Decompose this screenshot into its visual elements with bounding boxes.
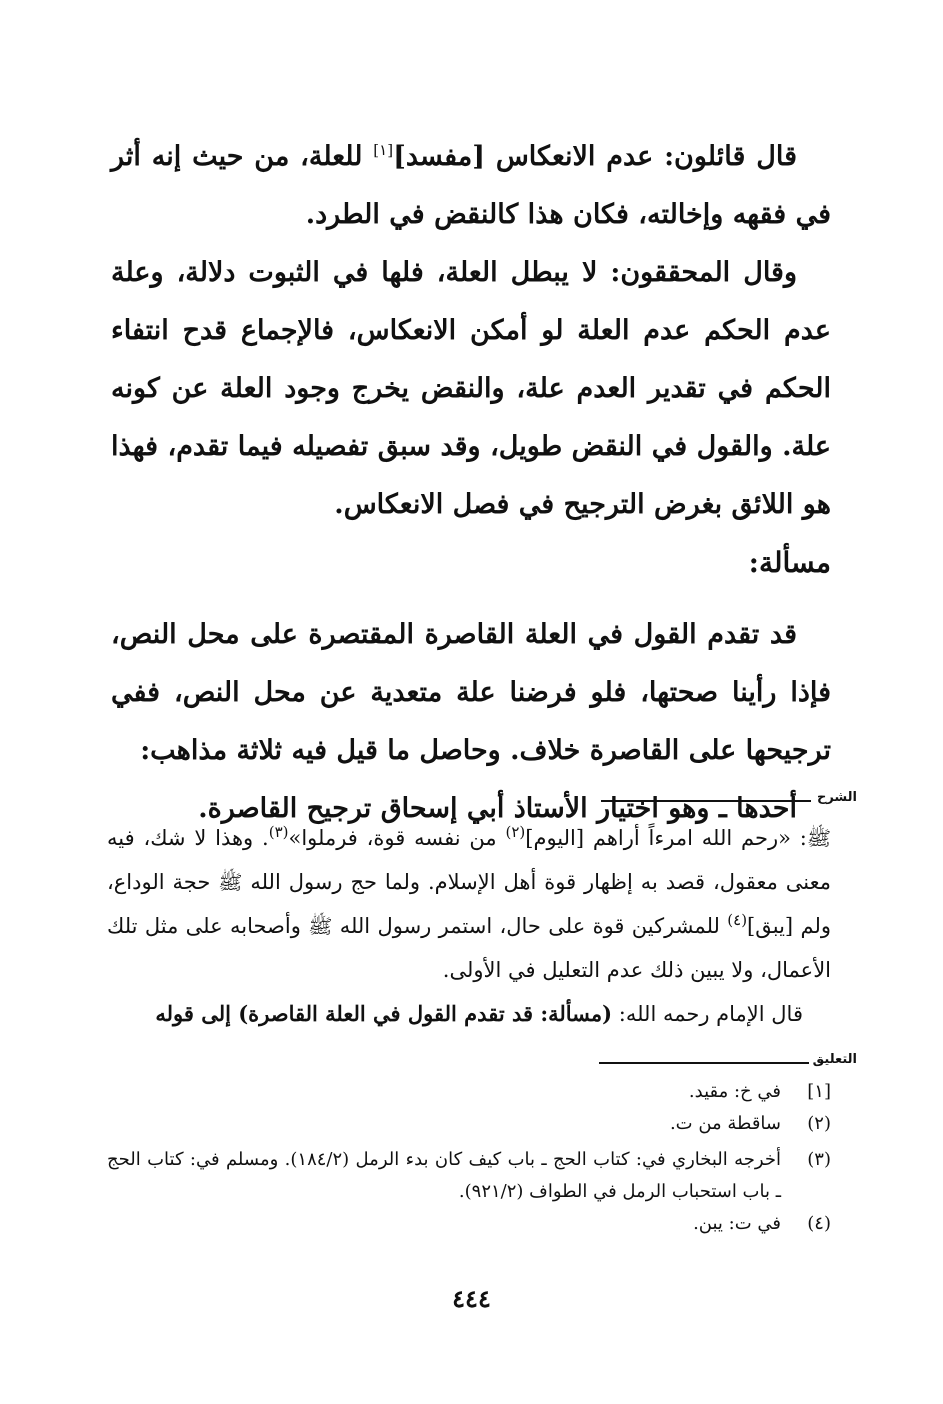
sharh-text-a: : «رحم الله امرءاً أراهم [اليوم] [525, 826, 807, 850]
footnote-ref-1: [١] [373, 141, 394, 159]
footnotes [107, 1076, 831, 1240]
sharh-rule [601, 800, 811, 802]
taliq-rule [599, 1062, 809, 1064]
sharh-text-c: . وهذا لا شك، فيه معنى معقول، قصد به إظهار قوة أهل الإسلام. ولما حج رسول الله [107, 826, 831, 894]
sharh-quote-end: إلى قوله [155, 1001, 239, 1026]
main-text [111, 128, 831, 838]
sharh-quote-intro: قال الإمام رحمه الله: [612, 1002, 803, 1026]
footnote-text: في خ: مقيد. [688, 1081, 781, 1102]
sharh-paragraph-2 [107, 992, 831, 1036]
footnote-text: في ت: يبن. [693, 1213, 781, 1234]
sharh-label: الشرح [816, 790, 857, 805]
footnote [107, 1076, 831, 1108]
paragraph-1-part-a: قال قائلون: عدم الانعكاس [مفسد] [393, 141, 797, 172]
sharh-text [107, 816, 831, 1036]
footnote [107, 1144, 831, 1208]
footnote-text: ساقطة من ت. [669, 1113, 781, 1134]
footnote-number: (٤) [807, 1213, 831, 1234]
footnote-number: (٢) [807, 1113, 831, 1134]
paragraph-1-part-b: للعلة، من حيث إنه أثر في فقهه وإخالته، فكان هذا كالنقض في الطرد. [111, 141, 831, 230]
page-number: ٤٤٤ [452, 1284, 491, 1313]
footnote [107, 1108, 831, 1140]
footnote [107, 1208, 831, 1240]
salawat-symbol: ﷺ [308, 914, 333, 938]
paragraph-1 [111, 128, 831, 244]
footnote-ref-3: (٣) [268, 823, 289, 841]
sharh-text-d: حجة الوداع، ولم [يبق] [107, 870, 831, 938]
taliq-label: التعليق [812, 1052, 857, 1067]
sharh-text-e: للمشركين قوة على حال، استمر رسول الله [332, 914, 728, 938]
sharh-text-b: من نفسه قوة، فرملوا» [288, 826, 506, 850]
paragraph-4: أحدها ـ وهو اختيار الأستاذ أبي إسحاق ترجيح القاصرة. [198, 793, 797, 824]
taliq-divider [0, 1052, 943, 1074]
footnote-ref-4: (٤) [727, 911, 748, 929]
sharh-text-f: وأصحابه على مثل تلك الأعمال، ولا يبين ذلك عدم التعليل في الأولى. [107, 914, 831, 982]
section-heading: مسألة: [748, 546, 831, 579]
footnote-ref-2: (٢) [505, 823, 526, 841]
paragraph-3: قد تقدم القول في العلة القاصرة المقتصرة على محل النص، فإذا رأينا صحتها، فلو فرضنا علة متعدية عن محل النص، ففي ترجيحها على القاصرة خلاف. وحاصل ما قيل فيه ثلاثة مذاهب: [111, 619, 831, 766]
salawat-symbol: ﷺ [806, 826, 832, 850]
footnote-number: (٣) [807, 1149, 831, 1170]
salawat-symbol: ﷺ [218, 870, 243, 894]
sharh-paragraph-1 [107, 816, 831, 992]
sharh-quote-bold: (مسألة: قد تقدم القول في العلة القاصرة) [238, 1001, 613, 1026]
paragraph-2: وقال المحققون: لا يبطل العلة، فلها في الثبوت دلالة، وعلة عدم الحكم عدم العلة لو أمكن الانعكاس، فالإجماع قدح انتفاء الحكم في تقدير العدم علة، والنقض يخرج وجود العلة عن كونه علة. والقول في النقض طويل، وقد سبق تفصيله فيما تقدم، فهذا هو اللائق بغرض الترجيح في فصل الانعكاس. [111, 257, 831, 520]
sharh-divider [0, 790, 943, 812]
footnote-number: [١] [807, 1081, 831, 1102]
footnote-text: أخرجه البخاري في: كتاب الحج ـ باب كيف كان بدء الرمل (١٨٤/٢). ومسلم في: كتاب الحج ـ باب استحباب الرمل في الطواف (٩٢١/٢). [107, 1149, 781, 1202]
